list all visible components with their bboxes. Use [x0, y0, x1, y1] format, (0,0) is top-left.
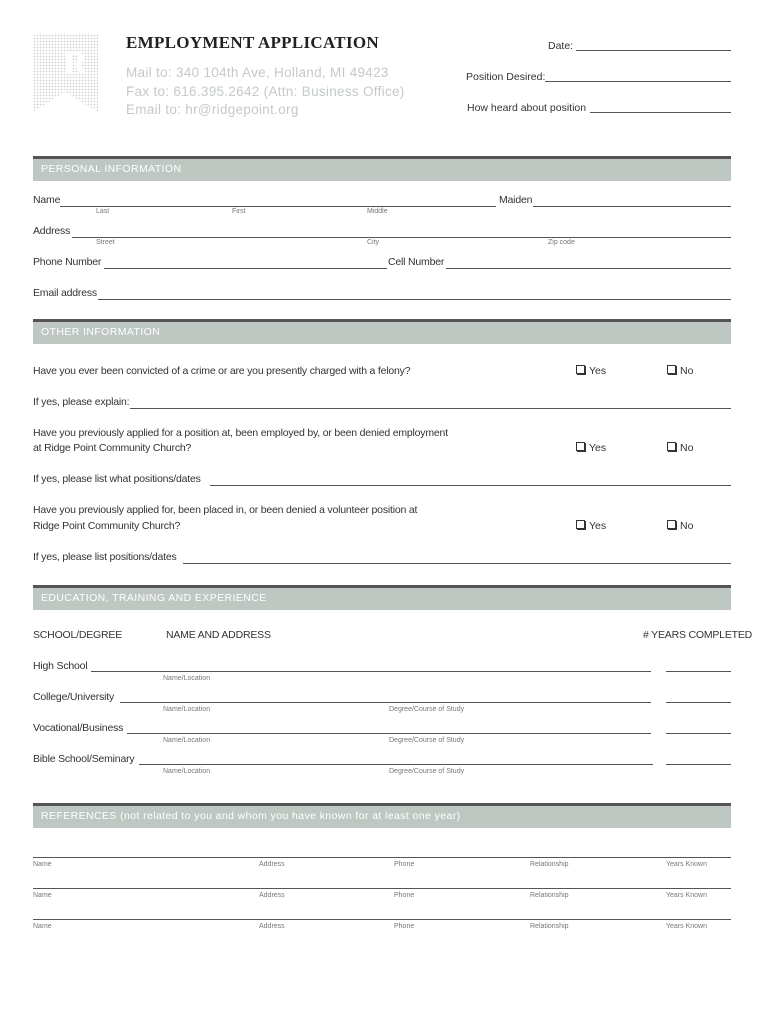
ref-years-sublabel: Years Known — [666, 861, 707, 868]
prior-employment-list-field[interactable] — [210, 485, 731, 486]
prior-employment-question-line2: at Ridge Point Community Church? — [33, 442, 192, 454]
prior-employment-yes-checkbox[interactable]: Yes — [576, 442, 606, 454]
maiden-field[interactable] — [533, 206, 731, 207]
date-label: Date: — [548, 40, 574, 52]
ref-relationship-sublabel: Relationship — [530, 861, 569, 868]
ref-name-sublabel: Name — [33, 861, 52, 868]
edu-name-field[interactable] — [91, 671, 651, 672]
middle-sublabel: Middle — [367, 208, 388, 215]
felony-yes-checkbox[interactable]: Yes — [576, 365, 606, 377]
name-label: Name — [33, 194, 61, 206]
edu-name-sublabel: Name/Location — [163, 675, 211, 682]
edu-degree-sublabel: Degree/Course of Study — [389, 706, 465, 713]
references-heading: REFERENCES (not related to you and whom you have known for at least one year) — [33, 803, 731, 828]
felony-question: Have you ever been convicted of a crime or are you presently charged with a felony? — [33, 365, 411, 377]
felony-no-checkbox[interactable]: No — [667, 365, 693, 377]
edu-years-field[interactable] — [666, 764, 731, 765]
volunteer-yes-checkbox[interactable]: Yes — [576, 520, 606, 532]
edu-name-sublabel: Name/Location — [163, 737, 211, 744]
fax-number: Fax to: 616.395.2642 (Attn: Business Office) — [126, 84, 405, 99]
volunteer-question-line1: Have you previously applied for, been placed in, or been denied a volunteer position at — [33, 504, 418, 516]
ref-years-sublabel: Years Known — [666, 923, 707, 930]
ref-address-sublabel: Address — [259, 861, 285, 868]
years-completed-header: # YEARS COMPLETED — [643, 629, 753, 641]
prior-employment-no-checkbox[interactable]: No — [667, 442, 693, 454]
city-sublabel: City — [367, 239, 380, 246]
mail-address: Mail to: 340 104th Ave, Holland, MI 49423 — [126, 65, 389, 80]
volunteer-list-label: If yes, please list positions/dates — [33, 551, 177, 563]
date-field[interactable] — [576, 50, 731, 51]
maiden-label: Maiden — [499, 194, 533, 206]
last-sublabel: Last — [96, 208, 110, 215]
name-address-header: NAME AND ADDRESS — [166, 629, 271, 641]
reference-line[interactable] — [33, 919, 731, 920]
prior-employment-question-line1: Have you previously applied for a position at, been employed by, or been denied employment — [33, 427, 448, 439]
zip-sublabel: Zip code — [548, 239, 575, 246]
edu-name-field[interactable] — [127, 733, 651, 734]
name-field[interactable] — [60, 206, 496, 207]
edu-name-sublabel: Name/Location — [163, 768, 211, 775]
prior-employment-list-label: If yes, please list what positions/dates — [33, 473, 201, 485]
edu-row-label: Bible School/Seminary — [33, 753, 135, 765]
reference-line[interactable] — [33, 857, 731, 858]
felony-explain-field[interactable] — [130, 408, 731, 409]
edu-degree-sublabel: Degree/Course of Study — [389, 737, 465, 744]
ref-phone-sublabel: Phone — [394, 923, 415, 930]
church-logo — [33, 34, 98, 112]
ref-relationship-sublabel: Relationship — [530, 923, 569, 930]
ref-address-sublabel: Address — [259, 892, 285, 899]
education-heading: EDUCATION, TRAINING AND EXPERIENCE — [33, 585, 731, 610]
personal-info-heading: PERSONAL INFORMATION — [33, 156, 731, 181]
email-field[interactable] — [98, 299, 731, 300]
heard-about-label: How heard about position — [467, 102, 587, 114]
ref-address-sublabel: Address — [259, 923, 285, 930]
edu-name-field[interactable] — [139, 764, 653, 765]
edu-years-field[interactable] — [666, 702, 731, 703]
edu-degree-sublabel: Degree/Course of Study — [389, 768, 465, 775]
school-degree-header: SCHOOL/DEGREE — [33, 629, 123, 641]
first-sublabel: First — [232, 208, 246, 215]
edu-row-label: High School — [33, 660, 88, 672]
cell-field[interactable] — [446, 268, 731, 269]
edu-years-field[interactable] — [666, 671, 731, 672]
position-desired-label: Position Desired: — [466, 71, 546, 83]
email-label: Email address — [33, 287, 97, 299]
ref-relationship-sublabel: Relationship — [530, 892, 569, 899]
logo-letter: R — [63, 45, 88, 82]
cell-label: Cell Number — [388, 256, 445, 268]
edu-name-sublabel: Name/Location — [163, 706, 211, 713]
edu-row-label: Vocational/Business — [33, 722, 124, 734]
address-field[interactable] — [72, 237, 731, 238]
volunteer-no-checkbox[interactable]: No — [667, 520, 693, 532]
edu-years-field[interactable] — [666, 733, 731, 734]
form-title: EMPLOYMENT APPLICATION — [126, 33, 379, 52]
address-label: Address — [33, 225, 71, 237]
ref-phone-sublabel: Phone — [394, 892, 415, 899]
volunteer-question-line2: Ridge Point Community Church? — [33, 520, 181, 532]
phone-label: Phone Number — [33, 256, 102, 268]
ref-years-sublabel: Years Known — [666, 892, 707, 899]
ref-phone-sublabel: Phone — [394, 861, 415, 868]
heard-about-field[interactable] — [590, 112, 731, 113]
volunteer-list-field[interactable] — [183, 563, 731, 564]
position-desired-field[interactable] — [545, 81, 731, 82]
felony-explain-label: If yes, please explain: — [33, 396, 130, 408]
phone-field[interactable] — [104, 268, 387, 269]
other-info-heading: OTHER INFORMATION — [33, 319, 731, 344]
edu-name-field[interactable] — [120, 702, 651, 703]
reference-line[interactable] — [33, 888, 731, 889]
edu-row-label: College/University — [33, 691, 115, 703]
ref-name-sublabel: Name — [33, 923, 52, 930]
ref-name-sublabel: Name — [33, 892, 52, 899]
email-contact: Email to: hr@ridgepoint.org — [126, 102, 299, 117]
street-sublabel: Street — [96, 239, 115, 246]
